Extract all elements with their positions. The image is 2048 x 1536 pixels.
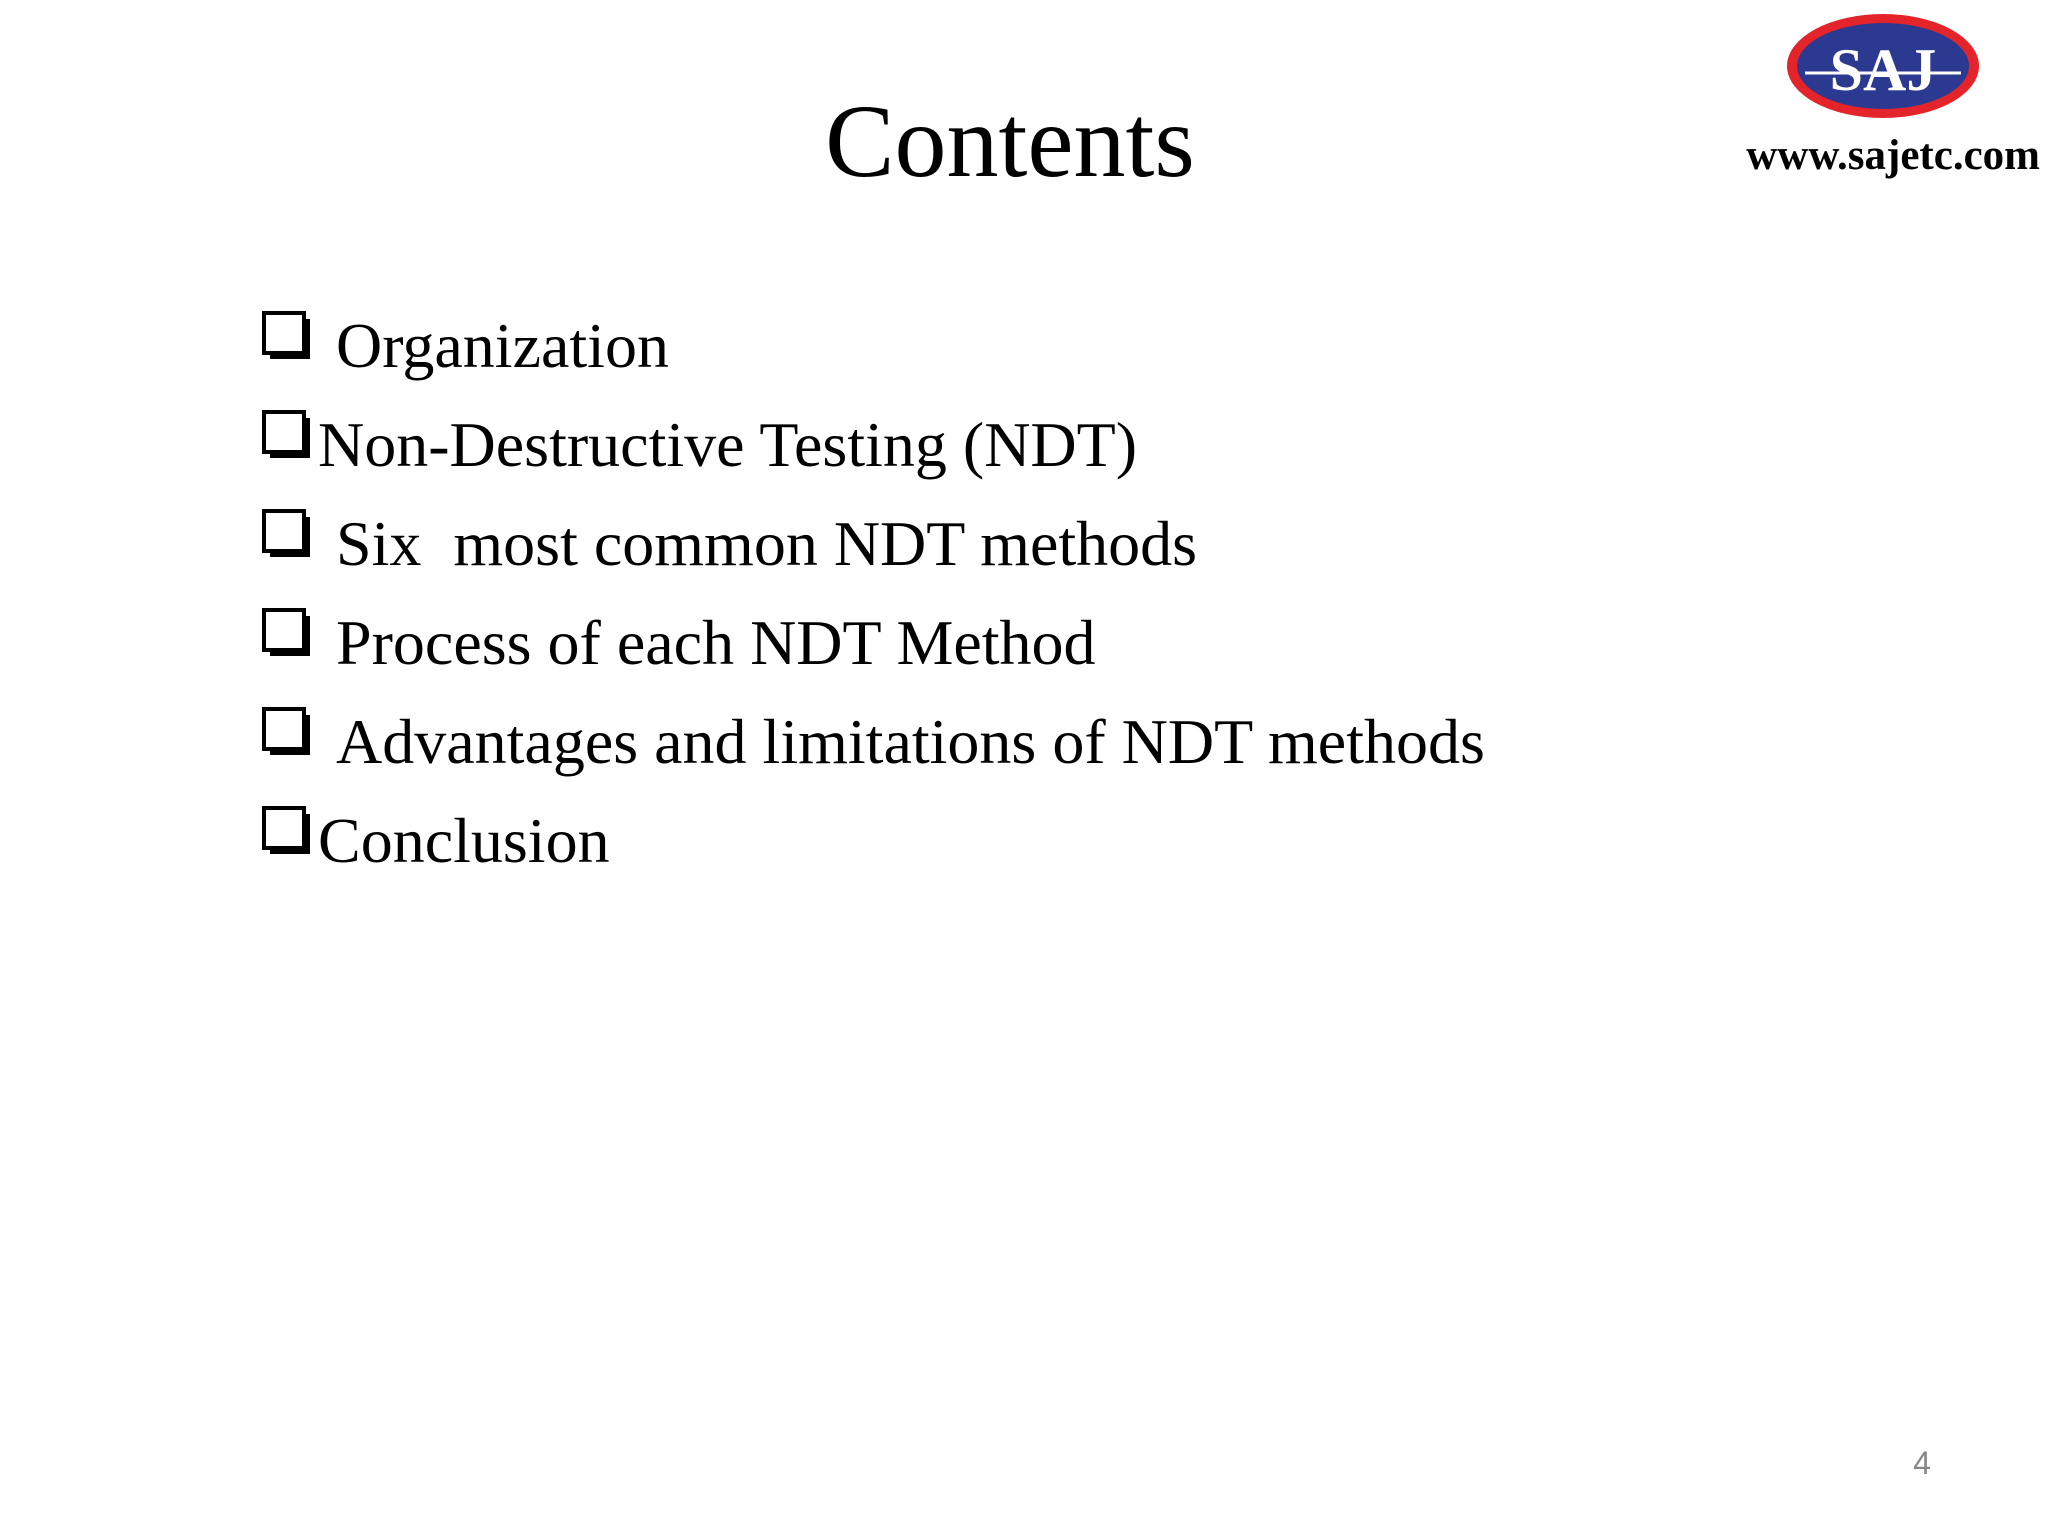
checkbox-bullet-icon bbox=[262, 410, 312, 460]
contents-list bbox=[262, 296, 1485, 890]
list-item bbox=[262, 395, 1485, 494]
list-item bbox=[262, 593, 1485, 692]
list-item-label: Process of each NDT Method bbox=[336, 606, 1096, 678]
checkbox-bullet-icon bbox=[262, 707, 312, 757]
list-item-label: Six most common NDT methods bbox=[336, 507, 1198, 579]
page-number: 4 bbox=[1913, 1445, 1931, 1481]
checkbox-bullet-icon bbox=[262, 608, 312, 658]
checkbox-bullet-icon bbox=[262, 509, 312, 559]
list-item bbox=[262, 791, 1485, 890]
website-url: www.sajetc.com bbox=[1746, 132, 2040, 179]
slide-title: Contents bbox=[825, 84, 1195, 199]
checkbox-bullet-icon bbox=[262, 806, 312, 856]
list-item-label: Non-Destructive Testing (NDT) bbox=[318, 408, 1138, 480]
list-item-label: Organization bbox=[336, 309, 669, 381]
saj-logo bbox=[1783, 10, 1983, 122]
list-item bbox=[262, 494, 1485, 593]
logo-text: SAJ bbox=[1829, 37, 1937, 103]
list-item bbox=[262, 296, 1485, 395]
checkbox-bullet-icon bbox=[262, 311, 312, 361]
list-item-label: Conclusion bbox=[318, 804, 610, 876]
list-item-label: Advantages and limitations of NDT methods bbox=[336, 705, 1485, 777]
list-item bbox=[262, 692, 1485, 791]
